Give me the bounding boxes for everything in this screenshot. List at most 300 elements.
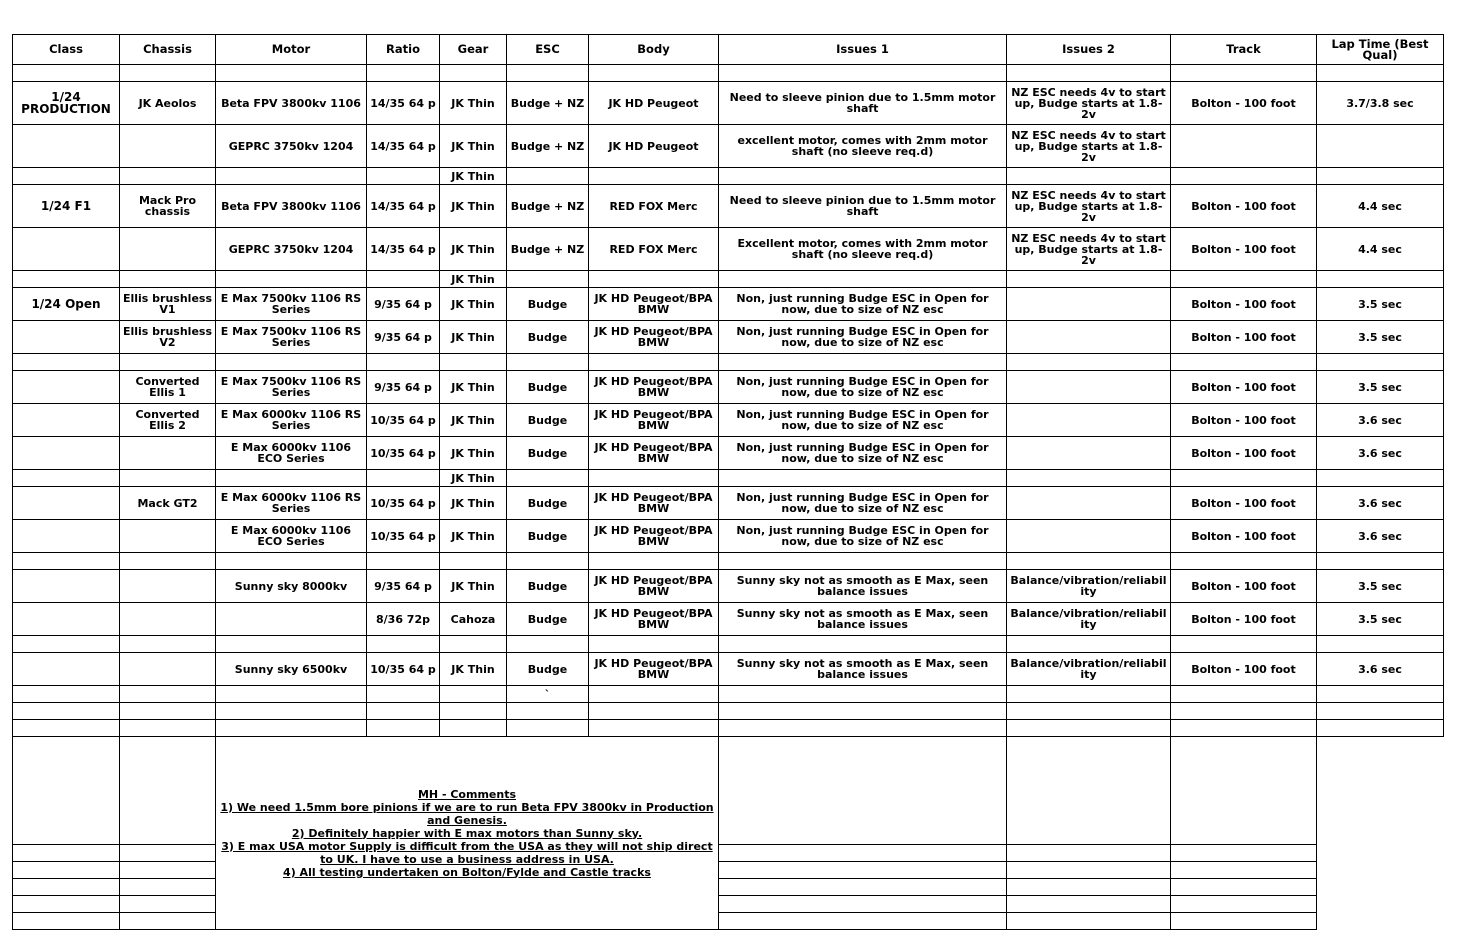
cell-gear xyxy=(440,65,507,82)
cell-class xyxy=(13,720,120,737)
cell-issues-2: Balance/vibration/reliabil ity xyxy=(1007,603,1171,636)
cell-track xyxy=(1171,65,1317,82)
comments-block xyxy=(216,737,719,930)
cell-ratio: 14/35 64 p xyxy=(367,125,440,168)
cell-lap-time-best-qual xyxy=(1171,862,1317,879)
cell-lap-time-best-qual: 4.4 sec xyxy=(1317,228,1444,271)
cell-motor xyxy=(216,354,367,371)
table-row xyxy=(13,185,1444,228)
cell-ratio: 14/35 64 p xyxy=(367,228,440,271)
table-row xyxy=(13,371,1444,404)
cell-ratio xyxy=(367,271,440,288)
cell-class: 1/24 PRODUCTION xyxy=(13,82,120,125)
cell-issues-2 xyxy=(719,862,1007,879)
cell-class xyxy=(13,570,120,603)
cell-lap-time-best-qual xyxy=(1171,737,1317,845)
cell-track xyxy=(1171,125,1317,168)
column-header-lap-time-best-qual: Lap Time (Best Qual) xyxy=(1317,35,1444,65)
cell-track xyxy=(1171,470,1317,487)
comment-line: 3) E max USA motor Supply is difficult from the USA as they will not ship direct to UK. I have to use a business address in USA. xyxy=(221,839,713,866)
cell-chassis: Converted Ellis 1 xyxy=(120,371,216,404)
cell-issues-2 xyxy=(1007,288,1171,321)
cell-lap-time-best-qual: 3.6 sec xyxy=(1317,404,1444,437)
cell-class xyxy=(13,487,120,520)
cell-chassis xyxy=(120,570,216,603)
cell-issues-1 xyxy=(719,271,1007,288)
cell-body: JK HD Peugeot/BPA BMW xyxy=(589,653,719,686)
comment-line: 4) All testing undertaken on Bolton/Fylde and Castle tracks xyxy=(283,865,651,879)
cell-class xyxy=(13,603,120,636)
cell-issues-1: Need to sleeve pinion due to 1.5mm motor shaft xyxy=(719,82,1007,125)
cell-motor xyxy=(216,271,367,288)
cell-issues-1 xyxy=(719,470,1007,487)
column-header-class: Class xyxy=(13,35,120,65)
cell-class xyxy=(13,437,120,470)
table-row xyxy=(13,168,1444,185)
cell-track: Bolton - 100 foot xyxy=(1171,185,1317,228)
cell-issues-2 xyxy=(1007,520,1171,553)
cell-motor: E Max 7500kv 1106 RS Series xyxy=(216,321,367,354)
table-row xyxy=(13,354,1444,371)
cell-ratio: 10/35 64 p xyxy=(367,487,440,520)
cell-chassis xyxy=(120,603,216,636)
cell-esc: Budge xyxy=(507,570,589,603)
cell-issues-2 xyxy=(1007,354,1171,371)
cell-track xyxy=(1171,686,1317,703)
cell-chassis xyxy=(120,913,216,930)
cell-body xyxy=(589,168,719,185)
table-row xyxy=(13,703,1444,720)
cell-gear: JK Thin xyxy=(440,470,507,487)
cell-esc: Budge + NZ xyxy=(507,185,589,228)
table-row xyxy=(13,271,1444,288)
table-row xyxy=(13,437,1444,470)
cell-chassis xyxy=(120,520,216,553)
cell-motor: E Max 6000kv 1106 RS Series xyxy=(216,487,367,520)
cell-issues-2: Balance/vibration/reliabil ity xyxy=(1007,653,1171,686)
cell-gear xyxy=(440,720,507,737)
cell-ratio: 10/35 64 p xyxy=(367,404,440,437)
cell-esc: Budge + NZ xyxy=(507,125,589,168)
cell-class xyxy=(13,65,120,82)
cell-body xyxy=(589,470,719,487)
cell-ratio: 10/35 64 p xyxy=(367,520,440,553)
cell-ratio xyxy=(367,686,440,703)
cell-chassis xyxy=(120,737,216,845)
cell-track xyxy=(1171,636,1317,653)
cell-motor: E Max 7500kv 1106 RS Series xyxy=(216,371,367,404)
cell-esc: ` xyxy=(507,686,589,703)
cell-class xyxy=(13,371,120,404)
cell-ratio: 10/35 64 p xyxy=(367,653,440,686)
comments-row xyxy=(13,737,1444,845)
cell-issues-2 xyxy=(1007,437,1171,470)
data-sheet xyxy=(12,34,1444,930)
cell-issues-1: excellent motor, comes with 2mm motor shaft (no sleeve req.d) xyxy=(719,125,1007,168)
cell-esc xyxy=(507,470,589,487)
cell-issues-1 xyxy=(719,65,1007,82)
cell-ratio xyxy=(367,168,440,185)
cell-issues-1: Non, just running Budge ESC in Open for now, due to size of NZ esc xyxy=(719,487,1007,520)
cell-motor: E Max 6000kv 1106 ECO Series xyxy=(216,520,367,553)
cell-chassis xyxy=(120,686,216,703)
cell-motor: Beta FPV 3800kv 1106 xyxy=(216,185,367,228)
cell-issues-2 xyxy=(1007,703,1171,720)
table-row xyxy=(13,520,1444,553)
cell-gear: JK Thin xyxy=(440,520,507,553)
cell-esc: Budge xyxy=(507,288,589,321)
cell-track xyxy=(1171,703,1317,720)
cell-esc: Budge xyxy=(507,404,589,437)
cell-gear xyxy=(440,553,507,570)
cell-track xyxy=(1007,896,1171,913)
cell-lap-time-best-qual: 3.5 sec xyxy=(1317,371,1444,404)
cell-esc xyxy=(507,720,589,737)
cell-lap-time-best-qual: 3.6 sec xyxy=(1317,520,1444,553)
cell-esc: Budge + NZ xyxy=(507,228,589,271)
cell-motor xyxy=(216,703,367,720)
cell-lap-time-best-qual xyxy=(1317,271,1444,288)
cell-class xyxy=(13,520,120,553)
cell-class xyxy=(13,636,120,653)
cell-lap-time-best-qual xyxy=(1171,896,1317,913)
cell-gear: JK Thin xyxy=(440,125,507,168)
cell-ratio: 9/35 64 p xyxy=(367,321,440,354)
cell-gear xyxy=(440,703,507,720)
cell-motor: E Max 6000kv 1106 ECO Series xyxy=(216,437,367,470)
cell-chassis xyxy=(120,228,216,271)
cell-issues-1 xyxy=(719,168,1007,185)
cell-esc xyxy=(507,636,589,653)
cell-gear: JK Thin xyxy=(440,404,507,437)
table-row xyxy=(13,487,1444,520)
cell-gear: Cahoza xyxy=(440,603,507,636)
cell-body: JK HD Peugeot/BPA BMW xyxy=(589,437,719,470)
cell-issues-1: Non, just running Budge ESC in Open for now, due to size of NZ esc xyxy=(719,288,1007,321)
cell-esc xyxy=(507,553,589,570)
cell-issues-2 xyxy=(719,737,1007,845)
cell-gear xyxy=(440,686,507,703)
cell-ratio: 9/35 64 p xyxy=(367,371,440,404)
cell-issues-2 xyxy=(1007,686,1171,703)
cell-issues-1 xyxy=(719,354,1007,371)
cell-issues-1 xyxy=(719,720,1007,737)
cell-issues-1: Non, just running Budge ESC in Open for now, due to size of NZ esc xyxy=(719,437,1007,470)
cell-gear: JK Thin xyxy=(440,228,507,271)
cell-class: 1/24 F1 xyxy=(13,185,120,228)
cell-motor xyxy=(216,603,367,636)
column-header-ratio: Ratio xyxy=(367,35,440,65)
column-header-gear: Gear xyxy=(440,35,507,65)
cell-ratio xyxy=(367,65,440,82)
cell-esc xyxy=(507,703,589,720)
cell-issues-2: NZ ESC needs 4v to start up, Budge starts at 1.8-2v xyxy=(1007,82,1171,125)
cell-esc: Budge + NZ xyxy=(507,82,589,125)
cell-track xyxy=(1007,737,1171,845)
cell-ratio xyxy=(367,354,440,371)
cell-lap-time-best-qual xyxy=(1317,125,1444,168)
cell-class xyxy=(13,228,120,271)
column-header-chassis: Chassis xyxy=(120,35,216,65)
comment-line: 1) We need 1.5mm bore pinions if we are to run Beta FPV 3800kv in Production and Genesis. xyxy=(220,800,714,827)
cell-lap-time-best-qual xyxy=(1171,879,1317,896)
cell-class xyxy=(13,896,120,913)
column-header-motor: Motor xyxy=(216,35,367,65)
cell-class xyxy=(13,862,120,879)
cell-lap-time-best-qual xyxy=(1317,636,1444,653)
cell-ratio: 8/36 72p xyxy=(367,603,440,636)
column-header-issues-1: Issues 1 xyxy=(719,35,1007,65)
cell-issues-1: Need to sleeve pinion due to 1.5mm motor shaft xyxy=(719,185,1007,228)
cell-lap-time-best-qual: 3.5 sec xyxy=(1317,570,1444,603)
cell-esc xyxy=(507,271,589,288)
cell-body: JK HD Peugeot/BPA BMW xyxy=(589,520,719,553)
comments-title: MH - Comments xyxy=(417,787,517,801)
cell-class xyxy=(13,913,120,930)
cell-chassis xyxy=(120,703,216,720)
cell-track xyxy=(1007,862,1171,879)
cell-issues-2 xyxy=(719,913,1007,930)
cell-ratio xyxy=(367,553,440,570)
cell-track: Bolton - 100 foot xyxy=(1171,653,1317,686)
cell-motor: Sunny sky 8000kv xyxy=(216,570,367,603)
cell-issues-2 xyxy=(719,879,1007,896)
table-row xyxy=(13,603,1444,636)
cell-gear: JK Thin xyxy=(440,82,507,125)
cell-class xyxy=(13,553,120,570)
cell-issues-2 xyxy=(1007,470,1171,487)
cell-class xyxy=(13,321,120,354)
table-row xyxy=(13,636,1444,653)
cell-issues-1: Sunny sky not as smooth as E Max, seen balance issues xyxy=(719,653,1007,686)
cell-chassis xyxy=(120,271,216,288)
cell-lap-time-best-qual xyxy=(1317,720,1444,737)
cell-chassis: Mack Pro chassis xyxy=(120,185,216,228)
cell-issues-1 xyxy=(719,703,1007,720)
cell-motor: GEPRC 3750kv 1204 xyxy=(216,125,367,168)
cell-issues-2: NZ ESC needs 4v to start up, Budge starts at 1.8-2v xyxy=(1007,185,1171,228)
cell-lap-time-best-qual xyxy=(1317,470,1444,487)
cell-issues-1: Excellent motor, comes with 2mm motor shaft (no sleeve req.d) xyxy=(719,228,1007,271)
table-row xyxy=(13,653,1444,686)
cell-issues-1: Non, just running Budge ESC in Open for now, due to size of NZ esc xyxy=(719,321,1007,354)
cell-issues-2 xyxy=(1007,553,1171,570)
cell-motor xyxy=(216,168,367,185)
cell-issues-1 xyxy=(719,553,1007,570)
comment-line: 2) Definitely happier with E max motors than Sunny sky. xyxy=(291,826,643,840)
cell-lap-time-best-qual xyxy=(1317,65,1444,82)
cell-track: Bolton - 100 foot xyxy=(1171,404,1317,437)
cell-issues-1: Sunny sky not as smooth as E Max, seen balance issues xyxy=(719,570,1007,603)
cell-track: Bolton - 100 foot xyxy=(1171,82,1317,125)
cell-gear xyxy=(440,636,507,653)
header-row xyxy=(13,35,1444,65)
cell-track: Bolton - 100 foot xyxy=(1171,371,1317,404)
cell-esc: Budge xyxy=(507,520,589,553)
cell-ratio: 14/35 64 p xyxy=(367,82,440,125)
cell-track xyxy=(1007,845,1171,862)
cell-ratio xyxy=(367,470,440,487)
cell-track xyxy=(1171,168,1317,185)
cell-esc xyxy=(507,65,589,82)
cell-chassis: Converted Ellis 2 xyxy=(120,404,216,437)
cell-body: JK HD Peugeot/BPA BMW xyxy=(589,487,719,520)
cell-esc: Budge xyxy=(507,437,589,470)
cell-lap-time-best-qual: 3.7/3.8 sec xyxy=(1317,82,1444,125)
cell-ratio: 9/35 64 p xyxy=(367,570,440,603)
cell-class xyxy=(13,168,120,185)
cell-track xyxy=(1171,354,1317,371)
cell-esc: Budge xyxy=(507,653,589,686)
cell-track xyxy=(1171,720,1317,737)
cell-chassis xyxy=(120,168,216,185)
cell-gear: JK Thin xyxy=(440,321,507,354)
cell-ratio: 9/35 64 p xyxy=(367,288,440,321)
cell-track xyxy=(1171,553,1317,570)
cell-lap-time-best-qual: 3.5 sec xyxy=(1317,288,1444,321)
cell-class xyxy=(13,879,120,896)
cell-issues-2 xyxy=(1007,65,1171,82)
cell-chassis xyxy=(120,720,216,737)
cell-class xyxy=(13,470,120,487)
cell-class xyxy=(13,271,120,288)
cell-gear: JK Thin xyxy=(440,653,507,686)
cell-body: JK HD Peugeot/BPA BMW xyxy=(589,603,719,636)
cell-lap-time-best-qual xyxy=(1317,686,1444,703)
cell-track: Bolton - 100 foot xyxy=(1171,487,1317,520)
cell-issues-1 xyxy=(719,686,1007,703)
table-row xyxy=(13,570,1444,603)
cell-lap-time-best-qual: 3.5 sec xyxy=(1317,321,1444,354)
cell-body xyxy=(589,686,719,703)
cell-body xyxy=(589,636,719,653)
table-row xyxy=(13,125,1444,168)
cell-esc: Budge xyxy=(507,603,589,636)
table-row xyxy=(13,82,1444,125)
cell-class: 1/24 Open xyxy=(13,288,120,321)
cell-body: JK HD Peugeot xyxy=(589,125,719,168)
cell-ratio: 14/35 64 p xyxy=(367,185,440,228)
cell-gear xyxy=(440,354,507,371)
cell-esc xyxy=(507,354,589,371)
cell-motor xyxy=(216,65,367,82)
cell-body: JK HD Peugeot/BPA BMW xyxy=(589,371,719,404)
cell-lap-time-best-qual xyxy=(1317,354,1444,371)
cell-track: Bolton - 100 foot xyxy=(1171,570,1317,603)
cell-chassis xyxy=(120,437,216,470)
cell-track: Bolton - 100 foot xyxy=(1171,228,1317,271)
cell-gear: JK Thin xyxy=(440,288,507,321)
cell-track: Bolton - 100 foot xyxy=(1171,520,1317,553)
cell-motor: Beta FPV 3800kv 1106 xyxy=(216,82,367,125)
cell-issues-2 xyxy=(1007,487,1171,520)
cell-gear: JK Thin xyxy=(440,168,507,185)
table-row xyxy=(13,321,1444,354)
cell-issues-1: Non, just running Budge ESC in Open for now, due to size of NZ esc xyxy=(719,404,1007,437)
cell-chassis: Ellis brushless V1 xyxy=(120,288,216,321)
cell-issues-2 xyxy=(1007,404,1171,437)
cell-body xyxy=(589,354,719,371)
cell-chassis xyxy=(120,862,216,879)
cell-lap-time-best-qual: 3.6 sec xyxy=(1317,653,1444,686)
cell-issues-2: NZ ESC needs 4v to start up, Budge starts at 1.8-2v xyxy=(1007,125,1171,168)
cell-issues-2 xyxy=(1007,168,1171,185)
cell-class xyxy=(13,653,120,686)
cell-issues-1: Non, just running Budge ESC in Open for now, due to size of NZ esc xyxy=(719,371,1007,404)
cell-gear: JK Thin xyxy=(440,185,507,228)
cell-track: Bolton - 100 foot xyxy=(1171,437,1317,470)
cell-issues-2 xyxy=(719,845,1007,862)
cell-chassis xyxy=(120,653,216,686)
cell-issues-1: Non, just running Budge ESC in Open for now, due to size of NZ esc xyxy=(719,520,1007,553)
cell-chassis xyxy=(120,553,216,570)
table-row xyxy=(13,686,1444,703)
table-row xyxy=(13,228,1444,271)
cell-chassis: Mack GT2 xyxy=(120,487,216,520)
cell-chassis xyxy=(120,636,216,653)
cell-motor xyxy=(216,686,367,703)
cell-ratio xyxy=(367,720,440,737)
cell-esc: Budge xyxy=(507,321,589,354)
cell-lap-time-best-qual: 3.5 sec xyxy=(1317,603,1444,636)
cell-class xyxy=(13,845,120,862)
cell-issues-2 xyxy=(1007,636,1171,653)
cell-issues-2 xyxy=(1007,271,1171,288)
cell-motor: GEPRC 3750kv 1204 xyxy=(216,228,367,271)
cell-motor xyxy=(216,470,367,487)
cell-lap-time-best-qual xyxy=(1317,703,1444,720)
cell-gear: JK Thin xyxy=(440,570,507,603)
column-header-issues-2: Issues 2 xyxy=(1007,35,1171,65)
cell-body: JK HD Peugeot xyxy=(589,82,719,125)
cell-chassis xyxy=(120,125,216,168)
cell-gear: JK Thin xyxy=(440,437,507,470)
cell-esc: Budge xyxy=(507,371,589,404)
table-row xyxy=(13,553,1444,570)
cell-body xyxy=(589,65,719,82)
cell-body: JK HD Peugeot/BPA BMW xyxy=(589,288,719,321)
cell-class xyxy=(13,703,120,720)
cell-chassis xyxy=(120,65,216,82)
cell-class xyxy=(13,125,120,168)
cell-track xyxy=(1007,913,1171,930)
cell-esc: Budge xyxy=(507,487,589,520)
cell-lap-time-best-qual xyxy=(1317,168,1444,185)
cell-lap-time-best-qual: 3.6 sec xyxy=(1317,487,1444,520)
cell-chassis xyxy=(120,354,216,371)
cell-body xyxy=(589,271,719,288)
cell-issues-2 xyxy=(1007,371,1171,404)
cell-lap-time-best-qual: 4.4 sec xyxy=(1317,185,1444,228)
column-header-esc: ESC xyxy=(507,35,589,65)
cell-track: Bolton - 100 foot xyxy=(1171,603,1317,636)
column-header-body: Body xyxy=(589,35,719,65)
cell-body xyxy=(589,720,719,737)
cell-body xyxy=(589,553,719,570)
cell-lap-time-best-qual: 3.6 sec xyxy=(1317,437,1444,470)
cell-motor xyxy=(216,636,367,653)
cell-track: Bolton - 100 foot xyxy=(1171,321,1317,354)
cell-chassis: Ellis brushless V2 xyxy=(120,321,216,354)
cell-class xyxy=(13,354,120,371)
cell-motor: E Max 7500kv 1106 RS Series xyxy=(216,288,367,321)
cell-track xyxy=(1007,879,1171,896)
table-row xyxy=(13,470,1444,487)
cell-motor: E Max 6000kv 1106 RS Series xyxy=(216,404,367,437)
cell-body: RED FOX Merc xyxy=(589,228,719,271)
table-row xyxy=(13,720,1444,737)
cell-issues-1 xyxy=(719,636,1007,653)
